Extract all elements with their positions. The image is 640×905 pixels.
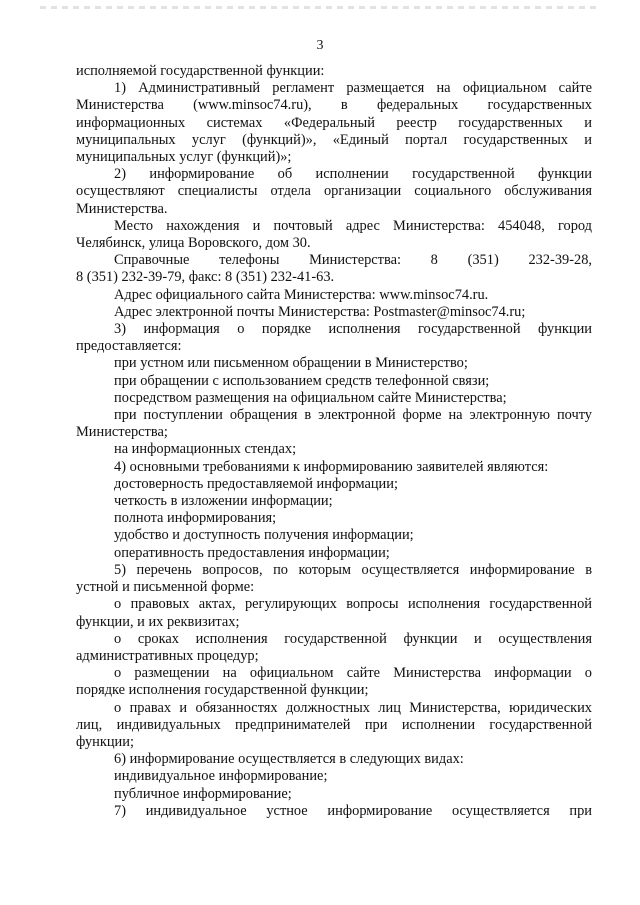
- text-line: 1) Административный регламент размещается на официальном сайте: [114, 80, 592, 97]
- text-line: Министерства (www.minsoc74.ru), в федеральных государственных: [76, 97, 592, 114]
- text-line: оперативность предоставления информации;: [114, 544, 390, 561]
- text-line: Министерства;: [76, 424, 168, 441]
- text-line: административных процедур;: [76, 647, 259, 664]
- text-line: индивидуальное информирование;: [114, 768, 328, 785]
- text-line: информационных системах «Федеральный реестр государственных и: [76, 114, 592, 131]
- text-line: при поступлении обращения в электронной форме на электронную почту: [114, 407, 592, 424]
- text-line: 5) перечень вопросов, по которым осуществляется информирование в: [114, 561, 592, 578]
- text-line: 3) информация о порядке исполнения государственной функции: [114, 321, 592, 338]
- text-line: муниципальных услуг (функций)»;: [76, 149, 292, 166]
- text-line: функции, и их реквизитах;: [76, 613, 240, 630]
- text-line: о правах и обязанностях должностных лиц Министерства, юридических: [114, 699, 592, 716]
- text-line: Адрес официального сайта Министерства: www.minsoc74.ru.: [114, 286, 489, 303]
- text-line: при устном или письменном обращении в Министерство;: [114, 355, 468, 372]
- page-number: 3: [316, 38, 324, 53]
- document-body: [76, 63, 592, 820]
- text-line: осуществляют специалисты отдела организации социального обслуживания: [76, 183, 592, 200]
- text-line: о правовых актах, регулирующих вопросы исполнения государственной: [114, 596, 592, 613]
- text-line: Челябинск, улица Воровского, дом 30.: [76, 235, 311, 252]
- text-line: исполняемой государственной функции:: [76, 63, 325, 79]
- text-line: полнота информирования;: [114, 510, 277, 527]
- scan-artifact: [40, 6, 600, 9]
- text-line: 2) информирование об исполнении государственной функции: [114, 166, 592, 183]
- text-line: порядке исполнения государственной функции;: [76, 682, 369, 699]
- text-line: лиц, индивидуальных предпринимателей при исполнении государственной: [76, 716, 592, 733]
- text-line: 7) индивидуальное устное информирование осуществляется при: [114, 802, 592, 819]
- text-line: четкость в изложении информации;: [114, 493, 333, 510]
- text-line: Место нахождения и почтовый адрес Министерства: 454048, город: [114, 217, 592, 234]
- text-line: функции;: [76, 733, 134, 750]
- text-line: о размещении на официальном сайте Министерства информации о: [114, 665, 592, 682]
- text-line: 8 (351) 232-39-79, факс: 8 (351) 232-41-63.: [76, 269, 335, 286]
- text-line: посредством размещения на официальном сайте Министерства;: [114, 389, 507, 406]
- text-line: муниципальных услуг (функций)», «Единый портал государственных и: [76, 131, 592, 148]
- text-line: на информационных стендах;: [114, 441, 297, 458]
- text-line: публичное информирование;: [114, 785, 292, 802]
- text-line: удобство и доступность получения информации;: [114, 527, 414, 544]
- text-line: о сроках исполнения государственной функции и осуществления: [114, 630, 592, 647]
- text-line: устной и письменной форме:: [76, 579, 255, 596]
- text-line: Адрес электронной почты Министерства: Postmaster@minsoc74.ru;: [114, 303, 526, 320]
- text-line: Справочные телефоны Министерства: 8 (351) 232-39-28,: [114, 252, 592, 269]
- text-line: 4) основными требованиями к информированию заявителей являются:: [114, 458, 549, 475]
- text-line: предоставляется:: [76, 338, 182, 355]
- text-line: достоверность предоставляемой информации;: [114, 475, 398, 492]
- text-line: Министерства.: [76, 200, 168, 217]
- text-line: при обращении с использованием средств телефонной связи;: [114, 372, 490, 389]
- text-line: 6) информирование осуществляется в следующих видах:: [114, 751, 464, 768]
